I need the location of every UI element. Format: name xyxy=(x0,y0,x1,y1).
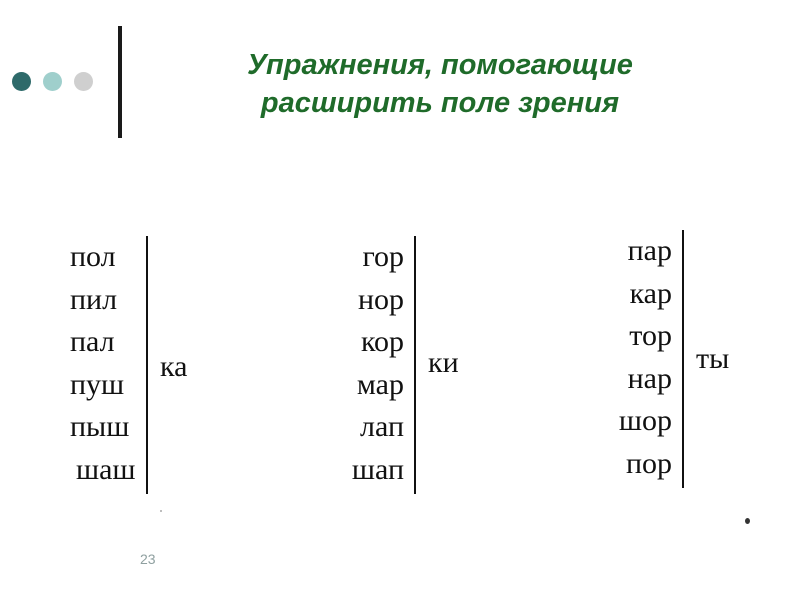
word: нор xyxy=(357,282,404,316)
word-column xyxy=(616,230,672,485)
word-column xyxy=(70,236,140,491)
word: нар xyxy=(627,361,672,395)
word: пал xyxy=(70,325,115,358)
word: пор xyxy=(625,446,672,480)
word-column xyxy=(350,236,404,491)
divider-line xyxy=(146,236,148,494)
word: пар xyxy=(627,234,672,267)
dot-dark xyxy=(12,72,31,91)
word: мар xyxy=(356,367,404,401)
slide-title xyxy=(140,46,740,122)
scan-speck xyxy=(745,518,750,524)
dot-gray xyxy=(74,72,93,91)
dot-light xyxy=(43,72,62,91)
suffix: ка xyxy=(160,350,188,383)
title-line-1: Упражнения, помогающие xyxy=(247,49,633,81)
word: тор xyxy=(629,319,672,352)
word: гор xyxy=(362,240,404,273)
word: кор xyxy=(360,325,404,358)
suffix: ты xyxy=(696,342,730,375)
word: шап xyxy=(351,452,404,486)
word: кар xyxy=(629,276,672,310)
divider-line xyxy=(414,236,416,494)
title-line-2: расширить поле зрения xyxy=(260,87,620,119)
page-number: 23 xyxy=(140,551,156,567)
title-divider xyxy=(118,26,122,138)
word: шаш xyxy=(76,452,136,486)
scan-speck xyxy=(160,510,162,512)
suffix: ки xyxy=(428,346,459,379)
word: лап xyxy=(360,410,404,443)
word: пил xyxy=(70,282,118,316)
word: шор xyxy=(618,404,672,437)
decorative-dots xyxy=(12,72,93,91)
word: пыш xyxy=(70,410,130,443)
word: пуш xyxy=(70,367,125,401)
word: пол xyxy=(70,240,116,273)
divider-line xyxy=(682,230,684,488)
